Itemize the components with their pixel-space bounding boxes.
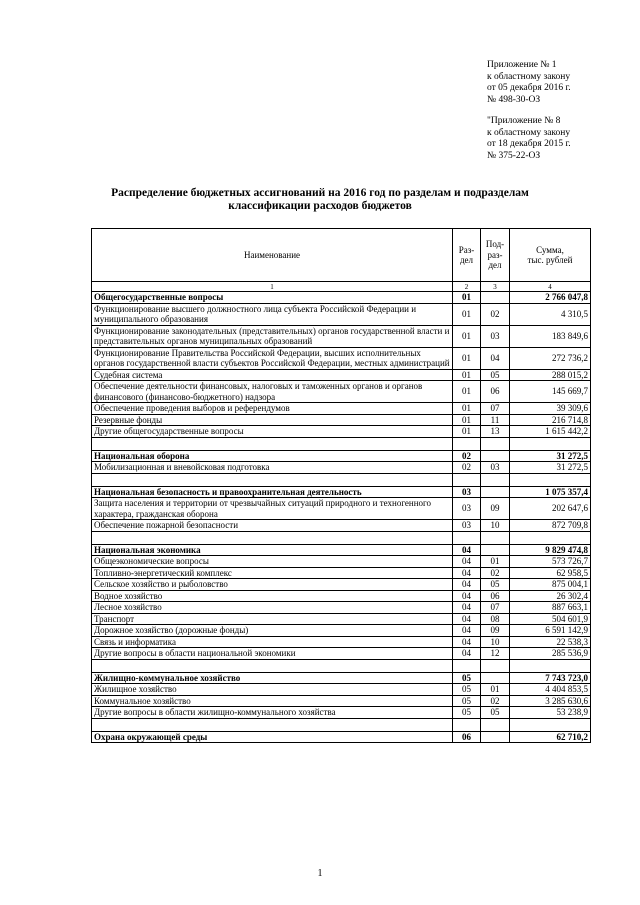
section-total-row bbox=[92, 731, 591, 743]
document-title bbox=[95, 187, 545, 213]
empty-cell bbox=[510, 718, 591, 731]
cell-subsection bbox=[481, 544, 510, 556]
cell-section: 01 bbox=[453, 426, 481, 438]
cell-sum: 145 669,7 bbox=[510, 381, 591, 403]
cell-sum: 53 238,9 bbox=[510, 707, 591, 719]
cell-section: 04 bbox=[453, 567, 481, 579]
empty-cell bbox=[453, 437, 481, 450]
cell-section: 04 bbox=[453, 590, 481, 602]
cell-sum: 62 958,5 bbox=[510, 567, 591, 579]
appendix-gap bbox=[487, 106, 627, 116]
table-row bbox=[92, 403, 591, 415]
cell-name: Функционирование законодательных (представительных) органов государственной власти и представительных органов муниципальных образований bbox=[92, 325, 453, 347]
empty-cell bbox=[481, 659, 510, 672]
cell-sum: 285 536,9 bbox=[510, 648, 591, 660]
spacer-row bbox=[92, 531, 591, 544]
cell-subsection: 06 bbox=[481, 381, 510, 403]
cell-subsection: 03 bbox=[481, 462, 510, 474]
cell-section: 01 bbox=[453, 381, 481, 403]
cell-sum: 1 615 442,2 bbox=[510, 426, 591, 438]
cell-subsection bbox=[481, 672, 510, 684]
empty-cell bbox=[453, 473, 481, 486]
cell-subsection: 09 bbox=[481, 625, 510, 637]
appendix-line: от 18 декабря 2015 г. bbox=[487, 139, 571, 149]
table-row bbox=[92, 636, 591, 648]
empty-cell bbox=[510, 473, 591, 486]
cell-subsection: 10 bbox=[481, 636, 510, 648]
cell-name: Функционирование Правительства Российской Федерации, высших исполнительных органов государственной власти субъектов Российской Федерации, местных администраций bbox=[92, 347, 453, 369]
cell-section: 04 bbox=[453, 625, 481, 637]
empty-cell bbox=[510, 437, 591, 450]
cell-name: Другие вопросы в области жилищно-коммунального хозяйства bbox=[92, 707, 453, 719]
cell-name: Общеэкономические вопросы bbox=[92, 556, 453, 568]
cell-name: Лесное хозяйство bbox=[92, 602, 453, 614]
table-row bbox=[92, 520, 591, 532]
cell-sum: 272 736,2 bbox=[510, 347, 591, 369]
cell-subsection: 10 bbox=[481, 520, 510, 532]
cell-sum: 9 829 474,8 bbox=[510, 544, 591, 556]
cell-name: Коммунальное хозяйство bbox=[92, 695, 453, 707]
header-section: Раз- дел bbox=[453, 229, 481, 282]
cell-subsection: 13 bbox=[481, 426, 510, 438]
page-number: 1 bbox=[317, 868, 323, 879]
cell-section: 01 bbox=[453, 292, 481, 304]
cell-sum: 26 302,4 bbox=[510, 590, 591, 602]
cell-sum: 183 849,6 bbox=[510, 325, 591, 347]
cell-name: Национальная оборона bbox=[92, 450, 453, 462]
header-name: Наименование bbox=[92, 229, 453, 282]
spacer-row bbox=[92, 437, 591, 450]
cell-name: Охрана окружающей среды bbox=[92, 731, 453, 743]
column-number: 2 bbox=[453, 282, 481, 292]
budget-table bbox=[91, 228, 591, 743]
table-body bbox=[92, 292, 591, 743]
appendix-line: от 05 декабря 2016 г. bbox=[487, 83, 571, 93]
section-total-row bbox=[92, 544, 591, 556]
cell-sum: 288 015,2 bbox=[510, 369, 591, 381]
cell-subsection: 01 bbox=[481, 556, 510, 568]
cell-name: Дорожное хозяйство (дорожные фонды) bbox=[92, 625, 453, 637]
title-line-1: Распределение бюджетных ассигнований на 2016 год по разделам и подразделам bbox=[111, 187, 529, 199]
cell-subsection bbox=[481, 731, 510, 743]
cell-name: Жилищное хозяйство bbox=[92, 684, 453, 696]
cell-sum: 573 726,7 bbox=[510, 556, 591, 568]
cell-sum: 216 714,8 bbox=[510, 414, 591, 426]
cell-section: 03 bbox=[453, 520, 481, 532]
section-total-row bbox=[92, 450, 591, 462]
empty-cell bbox=[92, 531, 453, 544]
cell-section: 01 bbox=[453, 303, 481, 325]
cell-section: 04 bbox=[453, 602, 481, 614]
cell-subsection: 05 bbox=[481, 707, 510, 719]
cell-sum: 31 272,5 bbox=[510, 462, 591, 474]
cell-subsection: 05 bbox=[481, 369, 510, 381]
appendix-line: к областному закону bbox=[487, 71, 571, 82]
spacer-row bbox=[92, 659, 591, 672]
table-row bbox=[92, 381, 591, 403]
table-row bbox=[92, 414, 591, 426]
cell-name: Национальная экономика bbox=[92, 544, 453, 556]
cell-name: Водное хозяйство bbox=[92, 590, 453, 602]
appendix-line: "Приложение № 8 bbox=[487, 116, 561, 126]
cell-sum: 2 766 047,8 bbox=[510, 292, 591, 304]
table-row bbox=[92, 556, 591, 568]
section-total-row bbox=[92, 292, 591, 304]
cell-subsection bbox=[481, 486, 510, 498]
table-row bbox=[92, 684, 591, 696]
cell-name: Транспорт bbox=[92, 613, 453, 625]
empty-cell bbox=[453, 659, 481, 672]
table-row bbox=[92, 462, 591, 474]
cell-subsection: 02 bbox=[481, 303, 510, 325]
cell-subsection bbox=[481, 292, 510, 304]
cell-sum: 887 663,1 bbox=[510, 602, 591, 614]
cell-sum: 7 743 723,0 bbox=[510, 672, 591, 684]
spacer-row bbox=[92, 718, 591, 731]
cell-section: 01 bbox=[453, 414, 481, 426]
cell-section: 05 bbox=[453, 707, 481, 719]
empty-cell bbox=[453, 718, 481, 731]
table-row bbox=[92, 579, 591, 591]
cell-subsection: 03 bbox=[481, 325, 510, 347]
cell-section: 05 bbox=[453, 695, 481, 707]
cell-sum: 3 285 630,6 bbox=[510, 695, 591, 707]
cell-name: Судебная система bbox=[92, 369, 453, 381]
cell-subsection: 04 bbox=[481, 347, 510, 369]
cell-name: Жилищно-коммунальное хозяйство bbox=[92, 672, 453, 684]
empty-cell bbox=[92, 659, 453, 672]
table-row bbox=[92, 602, 591, 614]
cell-section: 04 bbox=[453, 556, 481, 568]
empty-cell bbox=[481, 473, 510, 486]
cell-subsection: 01 bbox=[481, 684, 510, 696]
appendix-line: № 498-30-ОЗ bbox=[487, 94, 541, 105]
cell-subsection: 12 bbox=[481, 648, 510, 660]
cell-subsection: 07 bbox=[481, 602, 510, 614]
cell-name: Национальная безопасность и правоохранительная деятельность bbox=[92, 486, 453, 498]
cell-section: 01 bbox=[453, 369, 481, 381]
appendix-line: к областному закону bbox=[487, 127, 571, 138]
cell-sum: 6 591 142,9 bbox=[510, 625, 591, 637]
cell-sum: 4 404 853,5 bbox=[510, 684, 591, 696]
empty-cell bbox=[92, 437, 453, 450]
table-row bbox=[92, 567, 591, 579]
cell-section: 04 bbox=[453, 648, 481, 660]
table-row bbox=[92, 695, 591, 707]
cell-subsection: 06 bbox=[481, 590, 510, 602]
table-row bbox=[92, 369, 591, 381]
table-row bbox=[92, 625, 591, 637]
cell-section: 01 bbox=[453, 347, 481, 369]
section-total-row bbox=[92, 486, 591, 498]
cell-name: Общегосударственные вопросы bbox=[92, 292, 453, 304]
column-number: 4 bbox=[510, 282, 591, 292]
cell-sum: 22 538,3 bbox=[510, 636, 591, 648]
title-line-2: классификации расходов бюджетов bbox=[228, 200, 412, 212]
cell-sum: 39 309,6 bbox=[510, 403, 591, 415]
cell-section: 03 bbox=[453, 498, 481, 520]
cell-sum: 31 272,5 bbox=[510, 450, 591, 462]
cell-sum: 875 004,1 bbox=[510, 579, 591, 591]
cell-subsection: 11 bbox=[481, 414, 510, 426]
cell-subsection: 07 bbox=[481, 403, 510, 415]
empty-cell bbox=[510, 659, 591, 672]
table-row bbox=[92, 325, 591, 347]
empty-cell bbox=[481, 531, 510, 544]
cell-section: 06 bbox=[453, 731, 481, 743]
cell-section: 05 bbox=[453, 684, 481, 696]
cell-section: 02 bbox=[453, 462, 481, 474]
cell-section: 02 bbox=[453, 450, 481, 462]
cell-section: 05 bbox=[453, 672, 481, 684]
cell-name: Топливно-энергетический комплекс bbox=[92, 567, 453, 579]
empty-cell bbox=[481, 718, 510, 731]
cell-sum: 62 710,2 bbox=[510, 731, 591, 743]
cell-name: Мобилизационная и вневойсковая подготовка bbox=[92, 462, 453, 474]
spacer-row bbox=[92, 473, 591, 486]
cell-sum: 202 647,6 bbox=[510, 498, 591, 520]
empty-cell bbox=[453, 531, 481, 544]
column-number-row bbox=[92, 282, 591, 292]
table-row bbox=[92, 498, 591, 520]
cell-name: Функционирование высшего должностного лица субъекта Российской Федерации и муниципального образования bbox=[92, 303, 453, 325]
table-row bbox=[92, 648, 591, 660]
cell-name: Резервные фонды bbox=[92, 414, 453, 426]
cell-subsection: 08 bbox=[481, 613, 510, 625]
cell-name: Другие общегосударственные вопросы bbox=[92, 426, 453, 438]
cell-section: 04 bbox=[453, 544, 481, 556]
table-header-row bbox=[92, 229, 591, 282]
cell-name: Другие вопросы в области национальной экономики bbox=[92, 648, 453, 660]
table-row bbox=[92, 707, 591, 719]
cell-subsection: 09 bbox=[481, 498, 510, 520]
section-total-row bbox=[92, 672, 591, 684]
table-row bbox=[92, 613, 591, 625]
empty-cell bbox=[481, 437, 510, 450]
table-row bbox=[92, 303, 591, 325]
header-subsection: Под- раз- дел bbox=[481, 229, 510, 282]
cell-section: 04 bbox=[453, 579, 481, 591]
cell-name: Обеспечение пожарной безопасности bbox=[92, 520, 453, 532]
cell-section: 01 bbox=[453, 403, 481, 415]
cell-section: 03 bbox=[453, 486, 481, 498]
cell-subsection: 05 bbox=[481, 579, 510, 591]
cell-name: Обеспечение проведения выборов и референдумов bbox=[92, 403, 453, 415]
empty-cell bbox=[92, 718, 453, 731]
cell-section: 04 bbox=[453, 613, 481, 625]
cell-subsection bbox=[481, 450, 510, 462]
cell-sum: 4 310,5 bbox=[510, 303, 591, 325]
table-row bbox=[92, 426, 591, 438]
column-number: 3 bbox=[481, 282, 510, 292]
cell-name: Защита населения и территории от чрезвычайных ситуаций природного и техногенного характера, гражданская оборона bbox=[92, 498, 453, 520]
cell-section: 04 bbox=[453, 636, 481, 648]
cell-name: Сельское хозяйство и рыболовство bbox=[92, 579, 453, 591]
appendix-note bbox=[487, 60, 627, 162]
cell-sum: 504 601,9 bbox=[510, 613, 591, 625]
appendix-line: Приложение № 1 bbox=[487, 60, 557, 70]
cell-subsection: 02 bbox=[481, 695, 510, 707]
header-sum: Сумма, тыс. рублей bbox=[510, 229, 591, 282]
cell-sum: 1 075 357,4 bbox=[510, 486, 591, 498]
appendix-line: № 375-22-ОЗ bbox=[487, 150, 541, 161]
cell-sum: 872 709,8 bbox=[510, 520, 591, 532]
empty-cell bbox=[92, 473, 453, 486]
table-row bbox=[92, 590, 591, 602]
cell-subsection: 02 bbox=[481, 567, 510, 579]
table-row bbox=[92, 347, 591, 369]
cell-name: Обеспечение деятельности финансовых, налоговых и таможенных органов и органов финансового (финансово-бюджетного) надзора bbox=[92, 381, 453, 403]
column-number: 1 bbox=[92, 282, 453, 292]
cell-section: 01 bbox=[453, 325, 481, 347]
empty-cell bbox=[510, 531, 591, 544]
cell-name: Связь и информатика bbox=[92, 636, 453, 648]
